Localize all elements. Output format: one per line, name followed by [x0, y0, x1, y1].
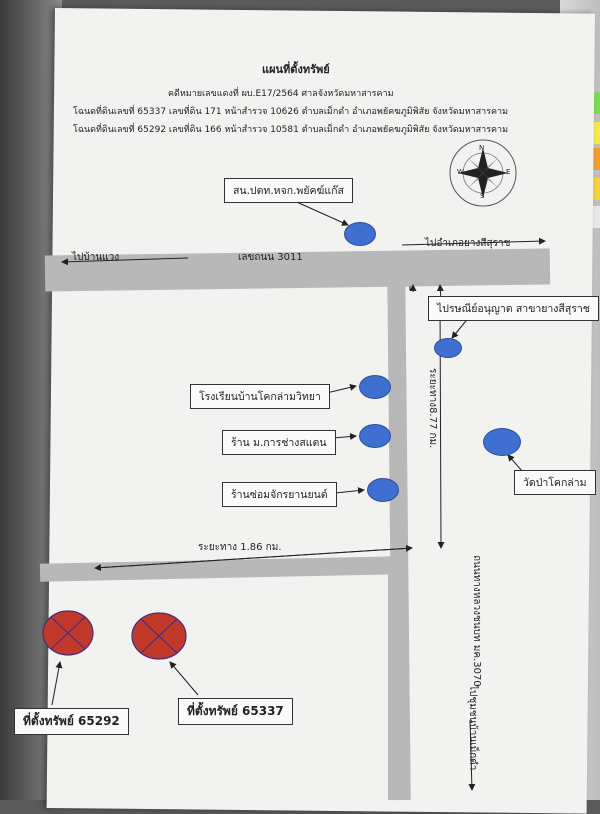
property-65337-marker	[132, 613, 186, 659]
repair-shop-box: ร้านซ่อมจักรยานยนต์	[222, 482, 337, 507]
deed-65292: โฉนดที่ดินเลขที่ 65292 เลขที่ดิน 166 หน้าสำรวจ 10581 ตำบลเม็กดำ อำเภอพยัคฆภูมิพิสัย จังหวัดมหาสารคาม	[73, 125, 509, 135]
compass-w: W	[457, 168, 464, 176]
distance-horizontal-label: ระยะทาง 1.86 กม.	[198, 542, 282, 553]
post-office-box: ไปรษณีย์อนุญาต สาขายางสีสุราช	[428, 296, 599, 321]
property-65292-box: ที่ตั้งทรัพย์ 65292	[14, 708, 129, 735]
compass-s: S	[480, 192, 485, 200]
road-3070-label: ถนนทางหลวงชนบท มค.3070	[471, 555, 482, 687]
distance-vertical-label: ระยะทาง8.77 กม.	[427, 368, 438, 449]
property-65292-marker	[43, 611, 93, 655]
deed-65337: โฉนดที่ดินเลขที่ 65337 เลขที่ดิน 171 หน้าสำรวจ 10626 ตำบลเม็กดำ อำเภอพยัคฆภูมิพิสัย จังหวัดมหาสารคาม	[73, 107, 509, 117]
compass-n: N	[479, 144, 485, 152]
temple-box: วัดป่าโคกล่าม	[514, 470, 596, 495]
shop-box: ร้าน ม.การช่างสแตน	[222, 430, 336, 455]
property-65337-box: ที่ตั้งทรัพย์ 65337	[178, 698, 293, 725]
map-title: แผนที่ตั้งทรัพย์	[262, 63, 330, 76]
school-box: โรงเรียนบ้านโคกล่ามวิทยา	[190, 384, 330, 409]
to-village-label: ไปชุมชนบ้านเม็กดำ	[467, 685, 478, 771]
police-box: สน.ปตท.หจก.พยัคฆ์แก๊ส	[224, 178, 353, 203]
to-amphoe-label: ไปอำเภอยางสีสุราช	[425, 238, 511, 249]
to-ban-waeng-label: ไปบ้านแวง	[72, 252, 120, 263]
road-3011-label: เลขถนน 3011	[238, 252, 303, 263]
case-number: คดีหมายเลขแดงที่ ผบ.E17/2564 ศาลจังหวัดมหาสารคาม	[168, 89, 394, 99]
compass-e: E	[506, 168, 511, 176]
